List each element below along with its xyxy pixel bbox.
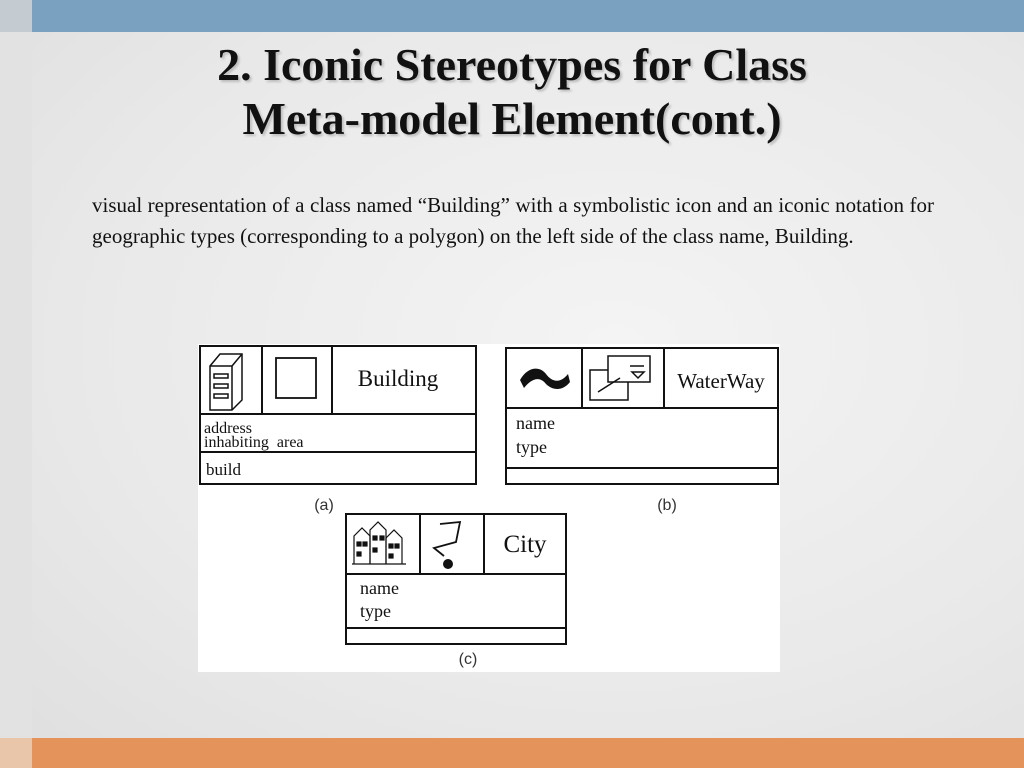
operation-build: build bbox=[206, 460, 241, 479]
class-name-building: Building bbox=[357, 366, 439, 391]
title-line-1: 2. Iconic Stereotypes for Class bbox=[217, 39, 807, 90]
bottom-bar-corner bbox=[0, 738, 32, 768]
caption-b: (b) bbox=[657, 497, 677, 514]
class-diagram-figure bbox=[198, 344, 780, 672]
attribute-type-b: type bbox=[516, 437, 547, 457]
attribute-inhabiting-area: inhabiting area bbox=[204, 434, 304, 451]
attribute-type-c: type bbox=[360, 601, 391, 621]
polygon-icon bbox=[276, 358, 316, 398]
waterway-icon bbox=[520, 369, 570, 389]
attribute-name-c: name bbox=[360, 578, 399, 598]
city-icon bbox=[352, 522, 406, 564]
slide-description: visual representation of a class named “Building” with a symbolistic icon and an iconic notation for geographic types (corresponding to a polygon) on the left side of the class name, Building. bbox=[92, 193, 934, 248]
top-bar-corner bbox=[0, 0, 32, 32]
class-diagram bbox=[198, 344, 780, 672]
class-name-waterway: WaterWay bbox=[677, 369, 765, 393]
attribute-name-b: name bbox=[516, 413, 555, 433]
bottom-accent-bar bbox=[32, 738, 1024, 768]
building-icon bbox=[210, 354, 242, 410]
caption-a: (a) bbox=[314, 497, 334, 514]
attribute-address: address bbox=[204, 420, 252, 437]
title-line-2: Meta-model Element(cont.) bbox=[242, 93, 782, 144]
slide-title bbox=[40, 38, 984, 146]
line-geometry-icon bbox=[590, 356, 650, 400]
caption-c: (c) bbox=[458, 651, 478, 668]
left-strip bbox=[0, 0, 32, 768]
class-name-city: City bbox=[503, 531, 547, 558]
top-accent-bar bbox=[32, 0, 1024, 32]
point-geometry-icon bbox=[434, 522, 460, 569]
